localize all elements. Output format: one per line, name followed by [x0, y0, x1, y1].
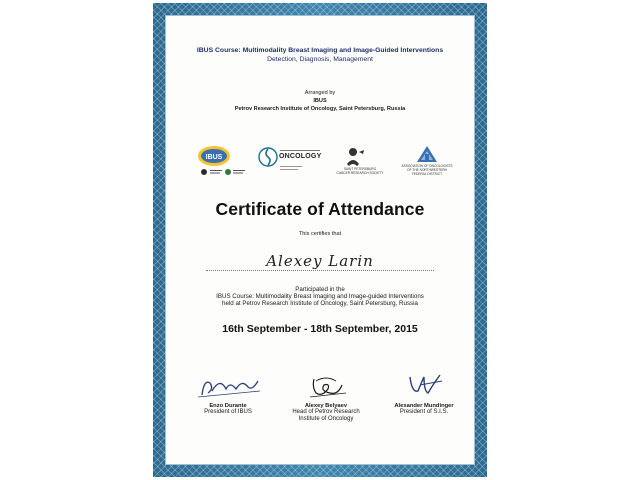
signer-role: President of IBUS [204, 409, 252, 415]
spb-cancer-society-logo [332, 144, 388, 180]
signature-belyaev-icon [286, 371, 366, 401]
signer-name: Alexey Belyaev [304, 403, 348, 409]
assoc-logo-line1: ASSOCIATION OF ONCOLOGISTS [401, 164, 453, 168]
arranged-org-petrov: Petrov Research Institute of Oncology, Saint Petersburg, Russia [234, 106, 406, 112]
certifies-text: This certifies that [298, 231, 342, 237]
signer-role-line2: Institute of Oncology [298, 416, 354, 422]
signer-name: Alexander Mundinger [394, 403, 454, 409]
signature-block-mundinger [374, 371, 474, 416]
participated-line-2: IBUS Course: Multimodality Breast Imaging and Image-guided Interventions [216, 293, 424, 300]
signature-mundinger-icon [384, 371, 464, 401]
certificate-title: Certificate of Attendance [215, 199, 425, 219]
logo-row [166, 144, 474, 180]
signer-name: Enzo Durante [209, 403, 247, 409]
certificate-paper [165, 15, 475, 465]
spb-logo-line2: CANCER RESEARCH SOCIETY [336, 171, 384, 175]
signature-block-durante [178, 371, 278, 416]
ibus-logo [196, 144, 248, 180]
course-dates: 16th September - 18th September, 2015 [222, 323, 418, 335]
assoc-logo-line2: OF THE NORTHWESTERN [407, 168, 447, 172]
svg-text:IBUS: IBUS [205, 154, 223, 161]
arranged-org-ibus: IBUS [313, 98, 327, 104]
signer-role-line1: Head of Petrov Research [292, 409, 360, 415]
participated-line-1: Participated in the [295, 286, 345, 293]
arranged-by-label: Arranged by [304, 90, 336, 96]
participated-line-3: held at Petrov Research Institute of Oncology, Saint Petersburg, Russia [222, 300, 418, 307]
association-oncologists-logo [392, 144, 462, 180]
course-title: IBUS Course: Multimodality Breast Imaging and Image-Guided Interventions [196, 47, 444, 54]
spb-logo-line1: SAINT PETERSBURG [343, 167, 377, 171]
recipient-name: Alexey Larin [266, 252, 374, 270]
assoc-logo-line3: FEDERAL DISTRICT [411, 172, 443, 176]
name-dotted-line [206, 270, 434, 271]
signature-block-belyaev [276, 371, 376, 423]
signer-role: President of S.I.S. [399, 409, 449, 415]
course-subtitle: Detection, Diagnosis, Management [267, 56, 373, 63]
signature-durante-icon [188, 371, 268, 401]
certificate-border [153, 3, 487, 477]
oncology-logo [258, 144, 328, 180]
oncology-logo-text: ONCOLOGY [279, 153, 322, 160]
